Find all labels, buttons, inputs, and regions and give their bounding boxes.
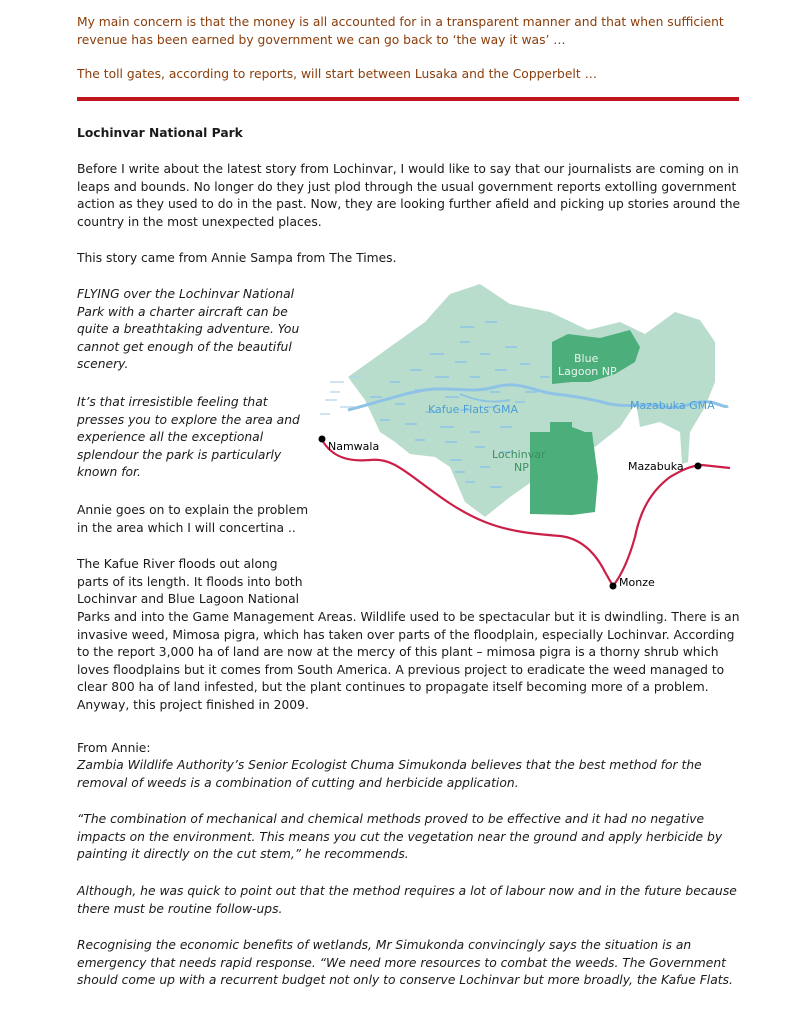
- article-paragraph-1: Before I write about the latest story from Lochinvar, I would like to say that our journalists are coming on in leaps and bounds. No longer do they just plod through the usual government reports extolling government action as they used to do in the past. Now, they are looking further afield and picking up stories around the country in the most unexpected places.: [77, 162, 741, 229]
- intro-paragraph-2: The toll gates, according to reports, will start between Lusaka and the Copperbelt …: [77, 67, 597, 81]
- quote-paragraph-3: Zambia Wildlife Authority’s Senior Ecologist Chuma Simukonda believes that the best method for the removal of weeds is a combination of cutting and herbicide application.: [77, 758, 702, 790]
- quote-paragraph-6: Recognising the economic benefits of wetlands, Mr Simukonda convincingly says the situation is an emergency that needs rapid response. “We need more resources to combat the weeds. The Government should come up with a recurrent budget not only to conserve Lochinvar but more broadly, the Kafue Flats.: [77, 938, 733, 988]
- namwala-marker: [319, 436, 326, 443]
- section-divider: [77, 97, 739, 101]
- quote-paragraph-5: Although, he was quick to point out that the method requires a lot of labour now and in the future because there must be routine follow-ups.: [77, 884, 737, 916]
- mazabuka-gma-region: [635, 312, 715, 464]
- map-label-blue-lagoon-1: Blue: [574, 352, 599, 365]
- map-label-namwala: Namwala: [328, 440, 380, 453]
- map-label-kafue-flats: Kafue Flats GMA: [428, 403, 519, 416]
- section-heading: Lochinvar National Park: [77, 126, 243, 140]
- map-label-blue-lagoon-2: Lagoon NP: [558, 365, 617, 378]
- quote-paragraph-4: “The combination of mechanical and chemical methods proved to be effective and it had no negative impacts on the environment. This means you cut the vegetation near the ground and apply herbicide by painting it directly on the cut stem,” he recommends.: [77, 812, 723, 862]
- from-annie-label: From Annie:: [77, 741, 151, 755]
- map-label-lochinvar-1: Lochinvar: [492, 448, 546, 461]
- article-paragraph-4-rest: Parks and into the Game Management Areas. Wildlife used to be spectacular but it is dwindling. There is an invasive weed, Mimosa pigra, which has taken over parts of the floodplain, especially Lochinvar. According to the report 3,000 ha of land are now at the mercy of this plant – mimosa pigra is a thorny shrub which loves floodplains but it comes from South America. A previous project to eradicate the weed managed to clear 800 ha of land infested, but the plant continues to propagate itself becoming more of a problem. Anyway, this project finished in 2009.: [77, 610, 740, 712]
- quote-paragraph-1: FLYING over the Lochinvar National Park with a charter aircraft can be quite a breathtaking adventure. You cannot get enough of the beautiful scenery.: [77, 287, 300, 372]
- map-label-monze: Monze: [619, 576, 655, 589]
- quote-paragraph-2: It’s that irresistible feeling that presses you to explore the area and experience all the exceptional splendour the park is particularly known for.: [77, 395, 300, 480]
- map-label-mazabuka: Mazabuka: [628, 460, 684, 473]
- mazabuka-marker: [695, 463, 702, 470]
- lochinvar-region-map: [310, 282, 740, 602]
- article-paragraph-3: Annie goes on to explain the problem in the area which I will concertina ..: [77, 503, 309, 535]
- map-label-mazabuka-gma: Mazabuka GMA: [630, 399, 715, 412]
- intro-paragraph-1: My main concern is that the money is all accounted for in a transparent manner and that when sufficient revenue has been earned by government we can go back to ‘the way it was’ …: [77, 15, 724, 47]
- article-paragraph-2: This story came from Annie Sampa from The Times.: [77, 251, 397, 265]
- map-label-lochinvar-2: NP: [514, 461, 529, 474]
- article-paragraph-4-lead: The Kafue River floods out along parts of its length. It floods into both Lochinvar and Blue Lagoon National: [77, 557, 303, 607]
- monze-marker: [610, 583, 617, 590]
- lochinvar-np-region: [530, 422, 598, 515]
